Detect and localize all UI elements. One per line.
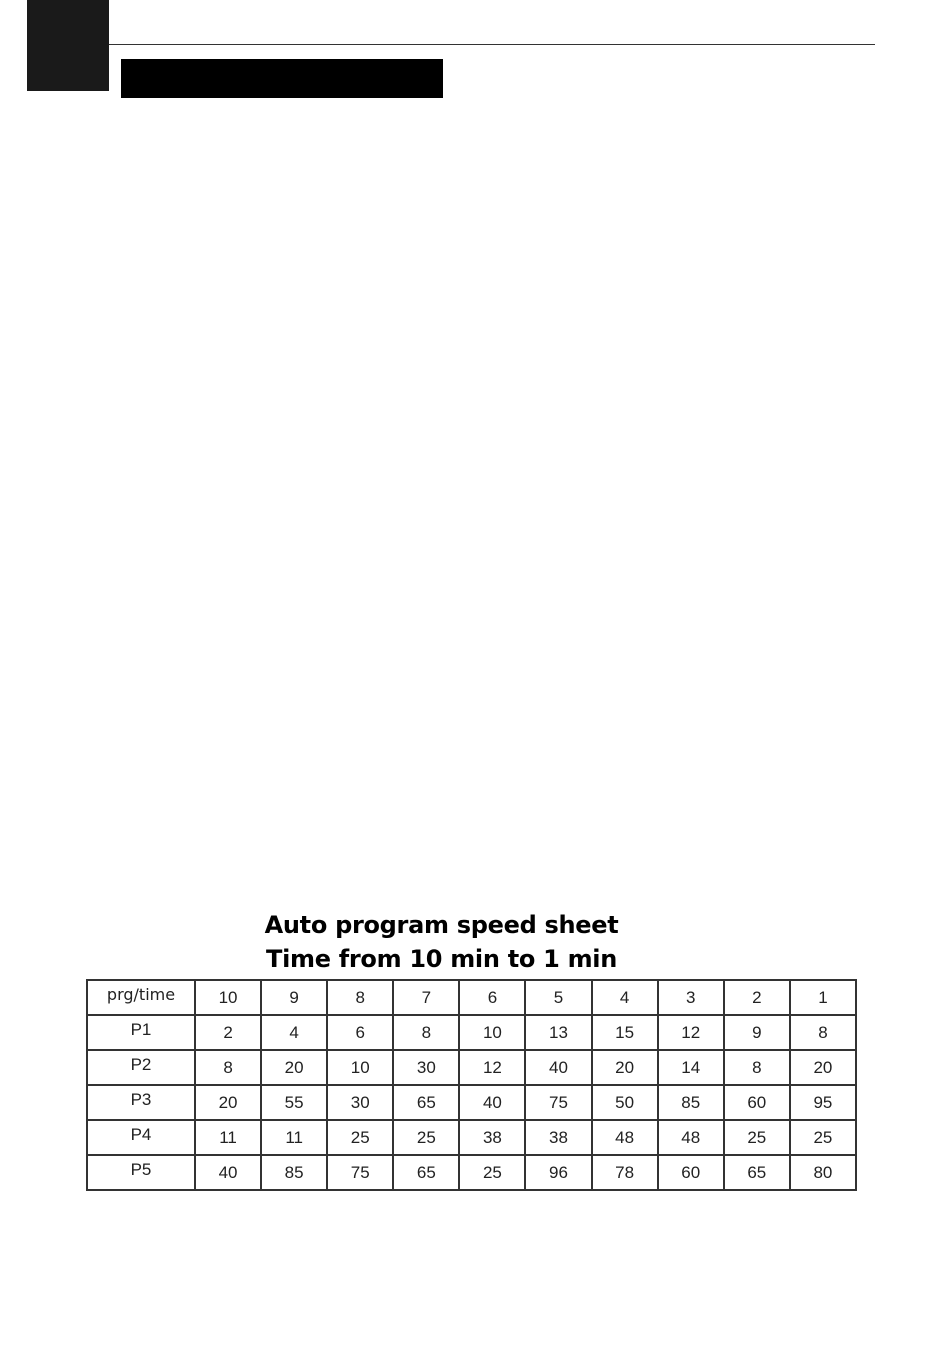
program-label-cell: P4 xyxy=(87,1120,195,1155)
speed-cell: 38 xyxy=(459,1120,525,1155)
speed-cell: 30 xyxy=(327,1085,393,1120)
header-divider xyxy=(109,44,875,45)
page-corner-tab xyxy=(27,0,109,91)
speed-cell: 80 xyxy=(790,1155,856,1190)
speed-cell: 15 xyxy=(592,1015,658,1050)
speed-cell: 10 xyxy=(327,1050,393,1085)
speed-cell: 95 xyxy=(790,1085,856,1120)
speed-cell: 55 xyxy=(261,1085,327,1120)
time-header-cell: 7 xyxy=(393,980,459,1015)
speed-cell: 96 xyxy=(525,1155,591,1190)
time-header-cell: 6 xyxy=(459,980,525,1015)
speed-table xyxy=(86,979,857,1191)
speed-cell: 40 xyxy=(525,1050,591,1085)
speed-cell: 12 xyxy=(658,1015,724,1050)
speed-cell: 4 xyxy=(261,1015,327,1050)
speed-cell: 25 xyxy=(724,1120,790,1155)
speed-sheet-title: Auto program speed sheet xyxy=(264,911,619,939)
program-label-cell: P1 xyxy=(87,1015,195,1050)
speed-cell: 6 xyxy=(327,1015,393,1050)
speed-cell: 75 xyxy=(525,1085,591,1120)
speed-cell: 8 xyxy=(195,1050,261,1085)
speed-cell: 11 xyxy=(195,1120,261,1155)
section-title-bar xyxy=(121,59,443,98)
speed-cell: 8 xyxy=(393,1015,459,1050)
speed-cell: 12 xyxy=(459,1050,525,1085)
speed-cell: 65 xyxy=(393,1155,459,1190)
speed-cell: 10 xyxy=(459,1015,525,1050)
speed-cell: 8 xyxy=(790,1015,856,1050)
speed-cell: 14 xyxy=(658,1050,724,1085)
speed-cell: 2 xyxy=(195,1015,261,1050)
speed-cell: 20 xyxy=(790,1050,856,1085)
speed-cell: 25 xyxy=(790,1120,856,1155)
time-header-cell: 5 xyxy=(525,980,591,1015)
speed-cell: 40 xyxy=(195,1155,261,1190)
speed-cell: 75 xyxy=(327,1155,393,1190)
speed-cell: 25 xyxy=(393,1120,459,1155)
speed-cell: 25 xyxy=(459,1155,525,1190)
speed-sheet-subtitle: Time from 10 min to 1 min xyxy=(266,945,617,973)
time-header-cell: 2 xyxy=(724,980,790,1015)
speed-cell: 60 xyxy=(658,1155,724,1190)
speed-cell: 48 xyxy=(592,1120,658,1155)
speed-cell: 25 xyxy=(327,1120,393,1155)
table-row xyxy=(87,1015,856,1050)
speed-cell: 20 xyxy=(261,1050,327,1085)
time-header-cell: 9 xyxy=(261,980,327,1015)
table-row xyxy=(87,1085,856,1120)
speed-cell: 20 xyxy=(195,1085,261,1120)
speed-cell: 13 xyxy=(525,1015,591,1050)
program-label-cell: P3 xyxy=(87,1085,195,1120)
speed-cell: 65 xyxy=(724,1155,790,1190)
speed-cell: 9 xyxy=(724,1015,790,1050)
table-row xyxy=(87,1155,856,1190)
speed-cell: 48 xyxy=(658,1120,724,1155)
table-header-row xyxy=(87,980,856,1015)
speed-cell: 8 xyxy=(724,1050,790,1085)
time-header-cell: 8 xyxy=(327,980,393,1015)
time-header-cell: 1 xyxy=(790,980,856,1015)
speed-cell: 85 xyxy=(261,1155,327,1190)
speed-cell: 11 xyxy=(261,1120,327,1155)
corner-header-cell: prg/time xyxy=(87,980,195,1015)
speed-cell: 38 xyxy=(525,1120,591,1155)
time-header-cell: 3 xyxy=(658,980,724,1015)
speed-cell: 78 xyxy=(592,1155,658,1190)
time-header-cell: 4 xyxy=(592,980,658,1015)
speed-cell: 85 xyxy=(658,1085,724,1120)
table-row xyxy=(87,1120,856,1155)
table-row xyxy=(87,1050,856,1085)
speed-cell: 60 xyxy=(724,1085,790,1120)
program-label-cell: P5 xyxy=(87,1155,195,1190)
speed-cell: 30 xyxy=(393,1050,459,1085)
program-label-cell: P2 xyxy=(87,1050,195,1085)
time-header-cell: 10 xyxy=(195,980,261,1015)
speed-cell: 20 xyxy=(592,1050,658,1085)
speed-cell: 65 xyxy=(393,1085,459,1120)
speed-cell: 40 xyxy=(459,1085,525,1120)
speed-cell: 50 xyxy=(592,1085,658,1120)
